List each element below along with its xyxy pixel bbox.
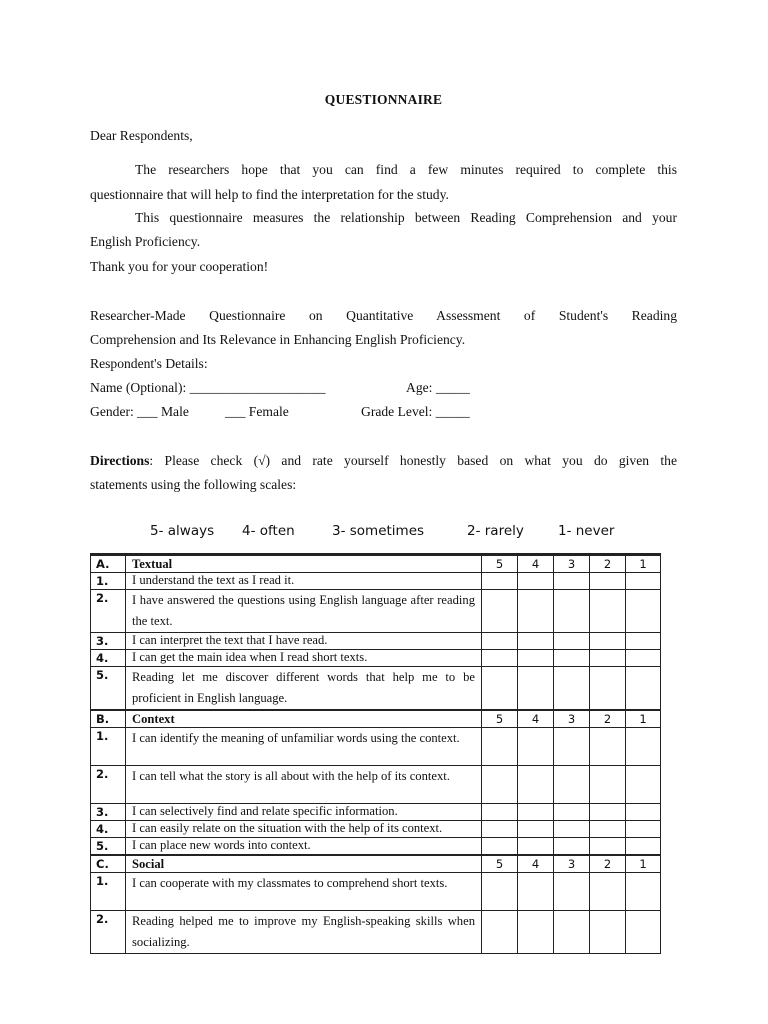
section-name: Context	[126, 710, 482, 728]
paragraph-2-line-1: This questionnaire measures the relationship between Reading Comprehension and your	[135, 210, 677, 225]
statement-number: 1.	[91, 728, 126, 766]
rating-cell-5[interactable]	[482, 804, 518, 821]
rating-cell-5[interactable]	[482, 838, 518, 856]
statement-text: Reading helped me to improve my English-speaking skills when socializing.	[126, 911, 482, 954]
statement-row	[91, 766, 661, 804]
rating-cell-2[interactable]	[590, 667, 626, 711]
rating-header-2: 2	[590, 855, 626, 873]
statement-text: I can get the main idea when I read short texts.	[126, 650, 482, 667]
section-letter: C.	[91, 855, 126, 873]
rating-cell-5[interactable]	[482, 911, 518, 954]
rating-cell-1[interactable]	[626, 650, 661, 667]
statement-number: 5.	[91, 838, 126, 856]
paragraph-1-line-2: questionnaire that will help to find the interpretation for the study.	[90, 187, 449, 202]
rating-cell-1[interactable]	[626, 667, 661, 711]
rating-cell-2[interactable]	[590, 573, 626, 590]
statement-text: I have answered the questions using English language after reading the text.	[126, 590, 482, 633]
rating-cell-2[interactable]	[590, 728, 626, 766]
rating-header-3: 3	[554, 555, 590, 573]
rating-cell-5[interactable]	[482, 573, 518, 590]
paragraph-2-line-2: English Proficiency.	[90, 234, 201, 249]
rating-cell-4[interactable]	[518, 573, 554, 590]
statement-row	[91, 667, 661, 711]
gender-female-field[interactable]: ___ Female	[225, 404, 289, 419]
rating-cell-2[interactable]	[590, 911, 626, 954]
rating-table	[90, 553, 661, 954]
statement-text: I can selectively find and relate specific information.	[126, 804, 482, 821]
rating-cell-5[interactable]	[482, 873, 518, 911]
paragraph-1-line-1: The researchers hope that you can find a few minutes required to complete this	[135, 162, 677, 177]
rating-cell-3[interactable]	[554, 667, 590, 711]
section-letter: B.	[91, 710, 126, 728]
statement-text: I understand the text as I read it.	[126, 573, 482, 590]
statement-row	[91, 873, 661, 911]
rating-header-4: 4	[518, 555, 554, 573]
statement-row	[91, 821, 661, 838]
rating-header-3: 3	[554, 855, 590, 873]
statement-row	[91, 838, 661, 856]
age-field[interactable]: Age: _____	[406, 380, 470, 395]
section-header-row	[91, 855, 661, 873]
rating-cell-3[interactable]	[554, 873, 590, 911]
paragraph-3: Thank you for your cooperation!	[90, 259, 269, 274]
rating-cell-3[interactable]	[554, 804, 590, 821]
statement-text: I can identify the meaning of unfamiliar words using the context.	[126, 728, 482, 766]
rating-cell-2[interactable]	[590, 804, 626, 821]
rating-cell-5[interactable]	[482, 667, 518, 711]
statement-row	[91, 911, 661, 954]
statement-text: I can tell what the story is all about with the help of its context.	[126, 766, 482, 804]
rating-cell-3[interactable]	[554, 821, 590, 838]
rating-cell-1[interactable]	[626, 633, 661, 650]
respondent-details-label: Respondent's Details:	[90, 356, 208, 371]
section-name: Textual	[126, 555, 482, 573]
rating-cell-3[interactable]	[554, 633, 590, 650]
rating-cell-4[interactable]	[518, 821, 554, 838]
rating-cell-3[interactable]	[554, 766, 590, 804]
statement-row	[91, 573, 661, 590]
statement-number: 2.	[91, 911, 126, 954]
rating-header-1: 1	[626, 855, 661, 873]
statement-text: I can easily relate on the situation with the help of its context.	[126, 821, 482, 838]
rating-cell-4[interactable]	[518, 650, 554, 667]
rating-cell-1[interactable]	[626, 873, 661, 911]
rating-cell-5[interactable]	[482, 821, 518, 838]
rating-cell-5[interactable]	[482, 728, 518, 766]
rating-header-5: 5	[482, 555, 518, 573]
rating-header-5: 5	[482, 855, 518, 873]
rating-cell-2[interactable]	[590, 838, 626, 856]
rating-cell-1[interactable]	[626, 838, 661, 856]
rating-header-1: 1	[626, 555, 661, 573]
rating-cell-3[interactable]	[554, 573, 590, 590]
paragraph-4-line-1: Researcher-Made Questionnaire on Quantitative Assessment of Student's Reading	[90, 308, 677, 323]
rating-cell-3[interactable]	[554, 838, 590, 856]
scale-never: 1- never	[558, 523, 615, 539]
statement-text: Reading let me discover different words that help me to be proficient in English language.	[126, 667, 482, 711]
rating-cell-4[interactable]	[518, 873, 554, 911]
directions-label: Directions	[90, 453, 150, 468]
statement-number: 4.	[91, 821, 126, 838]
name-field[interactable]: Name (Optional): ____________________	[90, 380, 326, 395]
directions-line-2: statements using the following scales:	[90, 477, 297, 492]
statement-number: 1.	[91, 873, 126, 911]
rating-cell-2[interactable]	[590, 650, 626, 667]
rating-header-2: 2	[590, 555, 626, 573]
directions-text: : Please check (√) and rate yourself honestly based on what you do given the	[149, 453, 677, 468]
statement-number: 2.	[91, 766, 126, 804]
statement-row	[91, 590, 661, 633]
grade-level-field[interactable]: Grade Level: _____	[361, 404, 470, 419]
rating-cell-5[interactable]	[482, 650, 518, 667]
statement-number: 2.	[91, 590, 126, 633]
rating-header-4: 4	[518, 855, 554, 873]
statement-text: I can cooperate with my classmates to comprehend short texts.	[126, 873, 482, 911]
section-letter: A.	[91, 555, 126, 573]
rating-cell-4[interactable]	[518, 667, 554, 711]
statement-row	[91, 633, 661, 650]
rating-cell-4[interactable]	[518, 766, 554, 804]
statement-row	[91, 804, 661, 821]
scale-always: 5- always	[150, 523, 215, 539]
paragraph-4-line-2: Comprehension and Its Relevance in Enhancing English Proficiency.	[90, 332, 466, 347]
rating-cell-4[interactable]	[518, 804, 554, 821]
rating-cell-1[interactable]	[626, 590, 661, 633]
statement-text: I can interpret the text that I have read.	[126, 633, 482, 650]
directions-line-1	[90, 449, 677, 473]
statement-row	[91, 728, 661, 766]
section-name: Social	[126, 855, 482, 873]
rating-cell-2[interactable]	[590, 766, 626, 804]
rating-cell-1[interactable]	[626, 821, 661, 838]
statement-number: 1.	[91, 573, 126, 590]
rating-header-4: 4	[518, 710, 554, 728]
statement-number: 3.	[91, 804, 126, 821]
rating-cell-3[interactable]	[554, 590, 590, 633]
rating-cell-1[interactable]	[626, 766, 661, 804]
rating-cell-2[interactable]	[590, 590, 626, 633]
rating-cell-3[interactable]	[554, 650, 590, 667]
rating-cell-4[interactable]	[518, 728, 554, 766]
rating-cell-4[interactable]	[518, 633, 554, 650]
rating-header-5: 5	[482, 710, 518, 728]
statement-text: I can place new words into context.	[126, 838, 482, 856]
page-title: QUESTIONNAIRE	[324, 92, 443, 107]
statement-number: 3.	[91, 633, 126, 650]
rating-cell-4[interactable]	[518, 590, 554, 633]
rating-cell-2[interactable]	[590, 873, 626, 911]
section-header-row	[91, 710, 661, 728]
rating-cell-5[interactable]	[482, 590, 518, 633]
rating-header-1: 1	[626, 710, 661, 728]
rating-cell-5[interactable]	[482, 766, 518, 804]
rating-header-3: 3	[554, 710, 590, 728]
rating-cell-2[interactable]	[590, 633, 626, 650]
gender-male-field[interactable]: Gender: ___ Male	[90, 404, 189, 419]
statement-number: 5.	[91, 667, 126, 711]
statement-row	[91, 650, 661, 667]
rating-cell-5[interactable]	[482, 633, 518, 650]
rating-cell-1[interactable]	[626, 804, 661, 821]
statement-number: 4.	[91, 650, 126, 667]
scale-often: 4- often	[242, 523, 295, 539]
scale-rarely: 2- rarely	[467, 523, 524, 539]
rating-cell-1[interactable]	[626, 573, 661, 590]
rating-cell-2[interactable]	[590, 821, 626, 838]
rating-cell-4[interactable]	[518, 911, 554, 954]
rating-header-2: 2	[590, 710, 626, 728]
rating-cell-4[interactable]	[518, 838, 554, 856]
rating-cell-1[interactable]	[626, 911, 661, 954]
scale-sometimes: 3- sometimes	[332, 523, 425, 539]
salutation: Dear Respondents,	[90, 128, 193, 143]
rating-cell-3[interactable]	[554, 728, 590, 766]
section-header-row	[91, 555, 661, 573]
rating-cell-1[interactable]	[626, 728, 661, 766]
rating-cell-3[interactable]	[554, 911, 590, 954]
